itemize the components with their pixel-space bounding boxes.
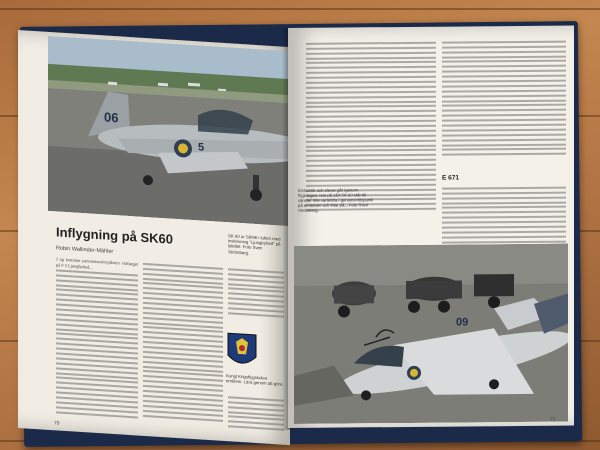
right-page [288, 26, 574, 428]
bottom-photo [294, 244, 568, 424]
aircraft-tail-number: 06 [104, 109, 119, 126]
column-3-text [228, 265, 284, 320]
section-subhead: E 671 [442, 174, 459, 182]
aircraft-side-number: 5 [198, 141, 205, 154]
left-page [18, 30, 290, 445]
bottom-photo-caption: Instruktör och elever går igenom flygningen. Här på vårt SK 60 står till vänster inte varandra i genomsnittspanik på terrassen och tittar på... Foto Sven Strömberg. [298, 187, 374, 213]
intro-paragraph: J ag kommer personmanövrpiloten värfaeget på F 5 Ljungbyhed... [56, 256, 138, 270]
right-column-2-text [442, 38, 566, 159]
right-page-number: 71 [550, 416, 556, 423]
article-author: Robin Wallinder-Mähler [56, 245, 114, 255]
column-3-lower-text [228, 393, 284, 434]
squadron-badge [226, 331, 258, 371]
aircraft-tail-number-right: 09 [456, 316, 469, 329]
column-1-text [56, 266, 138, 421]
right-column-2-lower-text [442, 184, 566, 247]
photo-caption: SK 60 ur S8/96 i luften med inskrivning ”Ljungbyhed” på lyfeltet. Foto Sven Strömberg. [228, 233, 281, 256]
top-photo [48, 36, 290, 226]
left-page-number: 70 [54, 420, 60, 427]
column-2-text [143, 260, 223, 424]
article-heading: Inflygning på SK60 [56, 224, 174, 247]
badge-caption: Kungl Krigsflygskolan emblem. Lära genom att göra [226, 373, 283, 387]
